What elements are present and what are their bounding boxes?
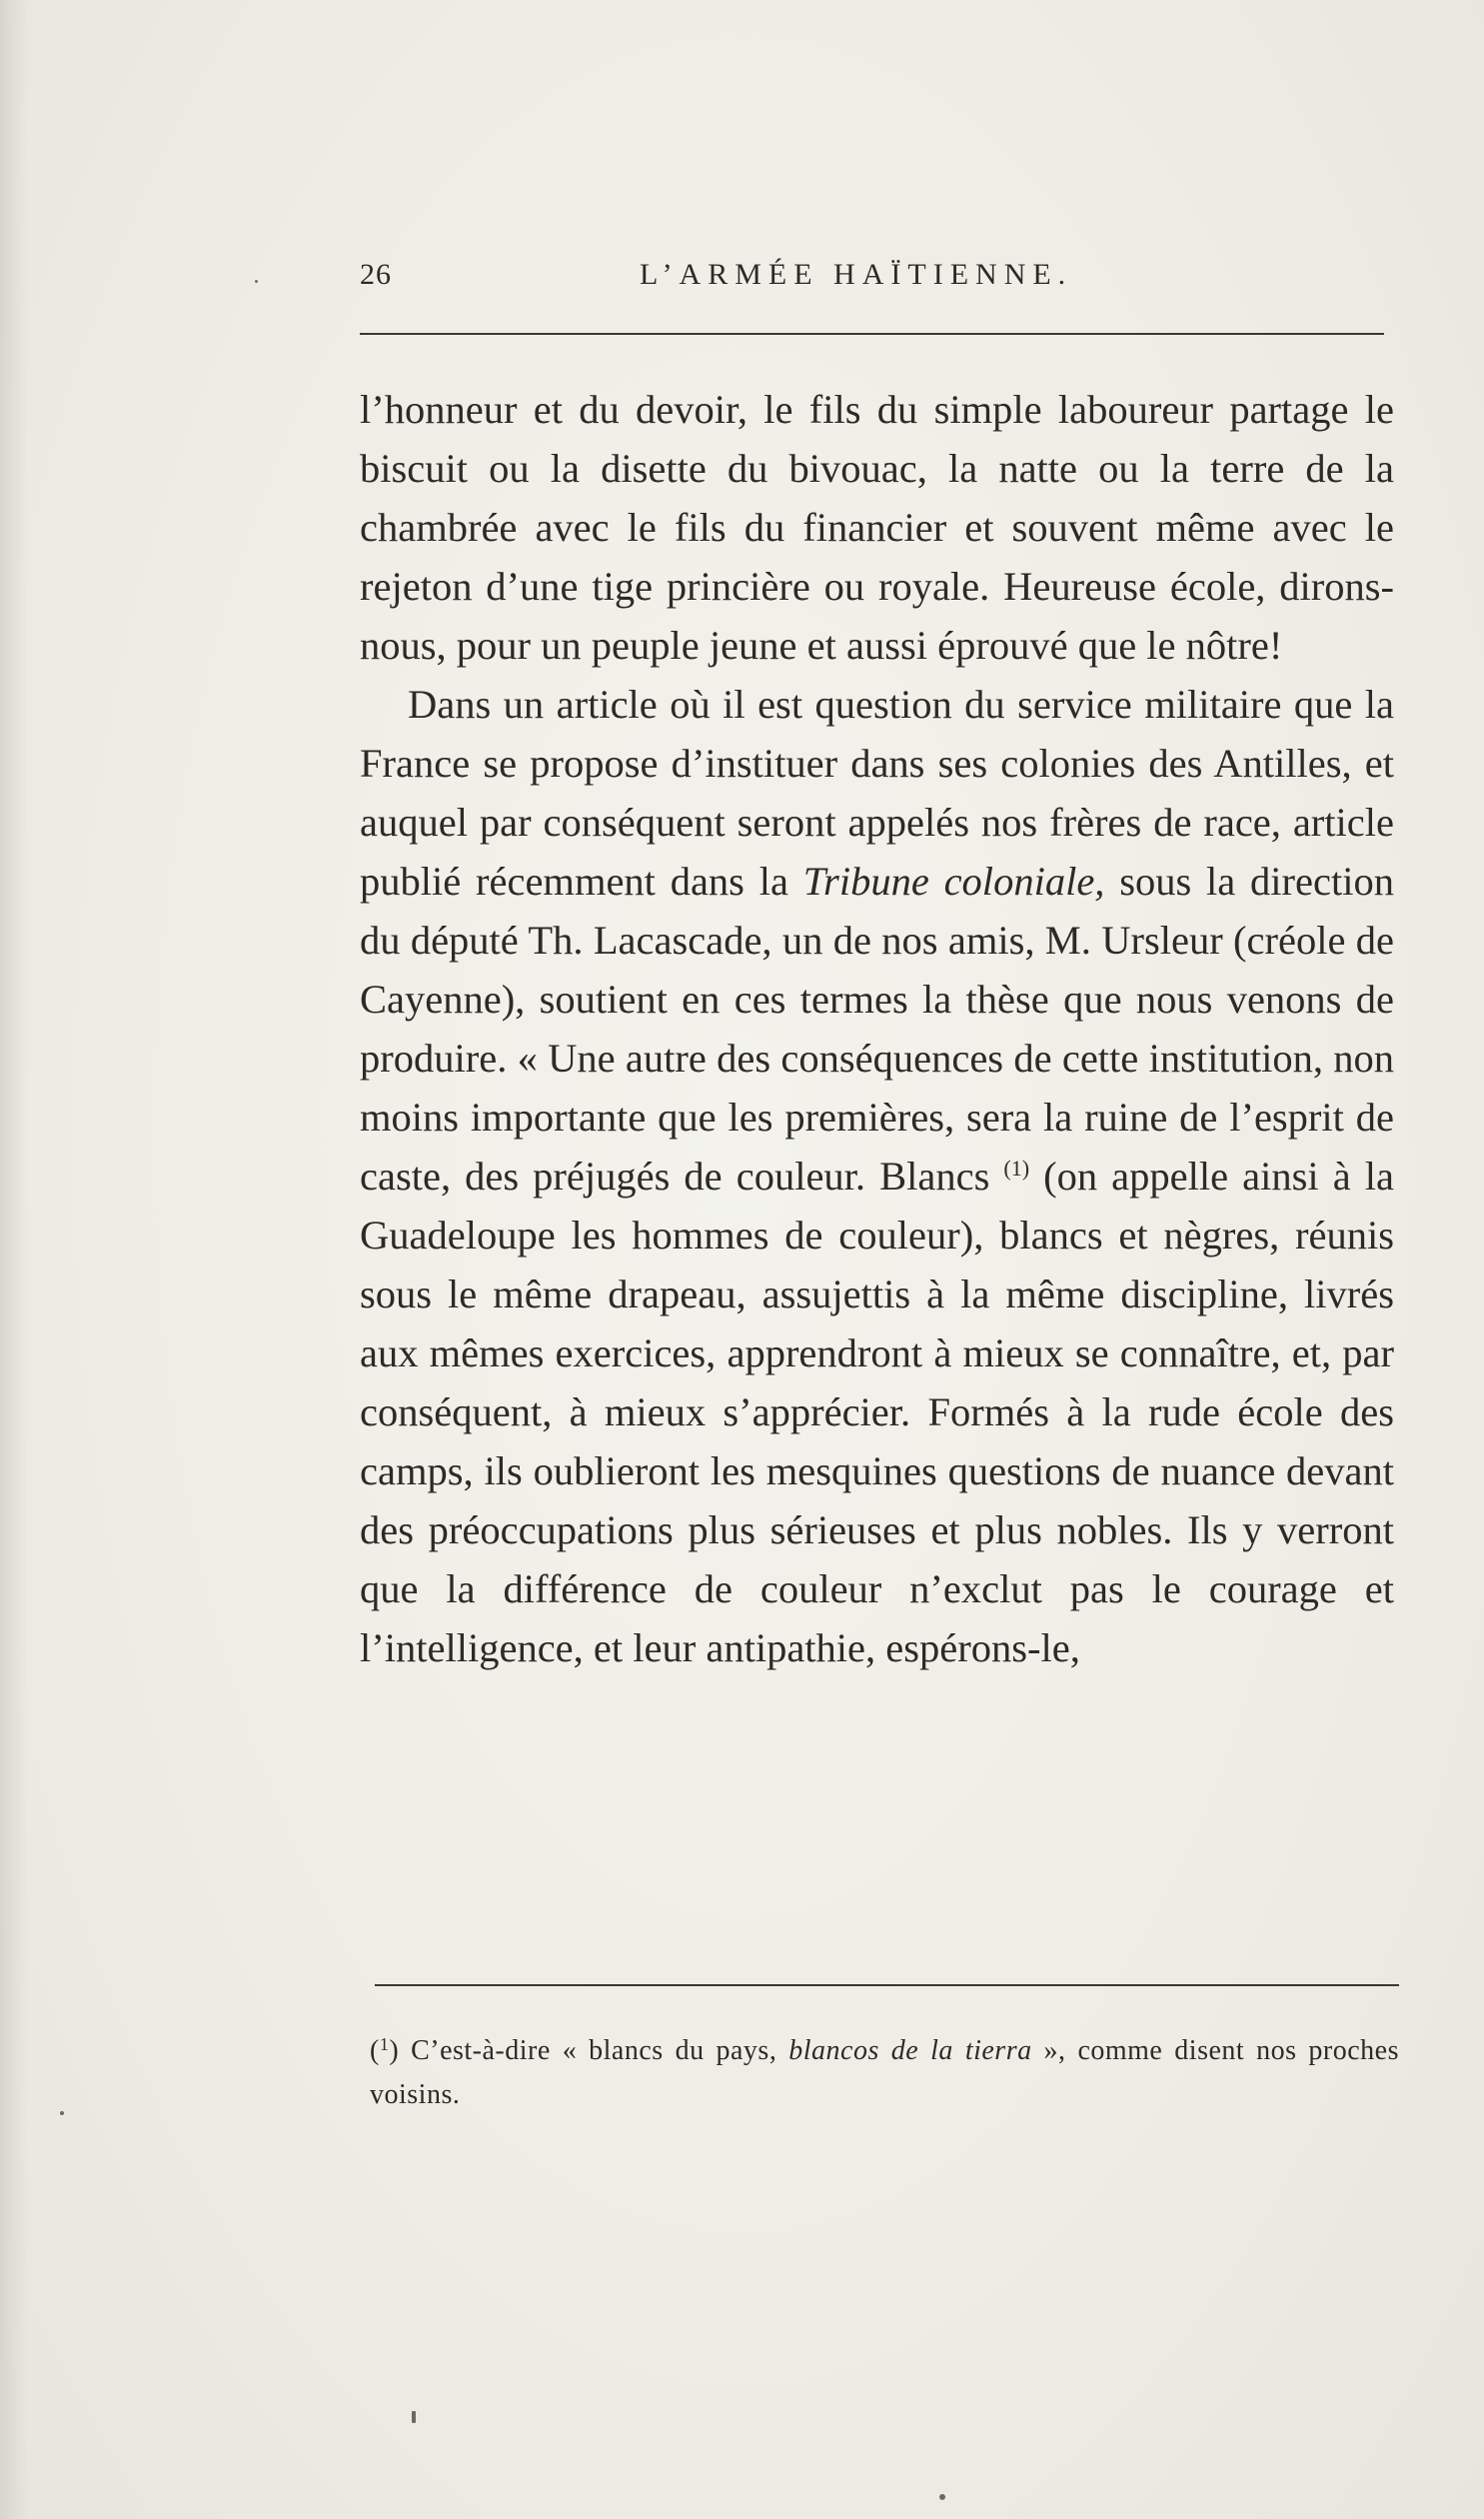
paper-speck <box>412 2411 416 2423</box>
header-rule <box>360 333 1384 335</box>
paragraph-text-2: sous la direction du député Th. Lacascade, un de nos amis, M. Ursleur (créole de Cayenne), soutient en ces termes la thèse que nous venons de produire. « Une autre des conséquences de cette institution, non moins importante que les premières, sera la ruine de l’esprit de caste, des préjugés de couleur. Blancs <box>360 859 1394 1199</box>
footnote: ($^1$) C’est-à-dire « blancs du pays, blancos de la tierra », comme disent nos proches voisins. <box>370 2034 1399 2110</box>
paragraph-text-1: Dans un article où il est question du service militaire que la France se propose d’instituer dans ses colonies des Antilles, et auquel par conséquent seront appelés nos frères de race, article publié récemment dans la <box>360 682 1394 904</box>
running-title: L’ARMÉE HAÏTIENNE. <box>640 258 1073 291</box>
paragraph-text-3: (on appelle ainsi à la Guadeloupe les hommes de couleur), blancs et nègres, réunis sous le même drapeau, assujettis à la même discipline, livrés aux mêmes exercices, apprendront à mieux se connaître, et, par conséquent, à mieux s’apprécier. Formés à la rude école des camps, ils oublieront les mesquines questions de nuance devant des préoccupations plus sérieuses et plus nobles. Ils y verront que la différence de couleur n’exclut pas le courage et l’intelligence, et leur antipathie, espérons-le, <box>360 1154 1394 1670</box>
page-number: 26 <box>360 258 392 291</box>
gutter-shadow <box>0 0 28 2519</box>
footnote-number: 1 <box>379 2034 390 2054</box>
paragraph-continued: l’honneur et du devoir, le fils du simple laboureur partage le biscuit ou la disette du bivouac, la natte ou la terre de la chambrée avec le fils du financier et souvent même avec le rejeton d’une tige princière ou royale. Heureuse école, dirons-nous, pour un peuple jeune et aussi éprouvé que le nôtre! <box>360 387 1394 668</box>
footnote-rule <box>375 1984 1399 1986</box>
running-head <box>360 258 1394 298</box>
main-text <box>360 380 1394 1677</box>
paper-speck <box>60 2111 64 2115</box>
footnote-text-2: », comme disent nos proches voisins. <box>370 2035 1399 2110</box>
paper-speck <box>255 280 258 283</box>
paragraph-article <box>360 675 1394 1677</box>
footnote-italic: blancos de la tierra <box>788 2035 1032 2066</box>
footnote-text-1: C’est-à-dire « blancs du pays, <box>411 2035 789 2066</box>
footnote-marker: (1) <box>1003 1156 1030 1181</box>
italic-publication-title: Tribune coloniale, <box>802 859 1105 904</box>
paper-speck <box>939 2494 945 2500</box>
